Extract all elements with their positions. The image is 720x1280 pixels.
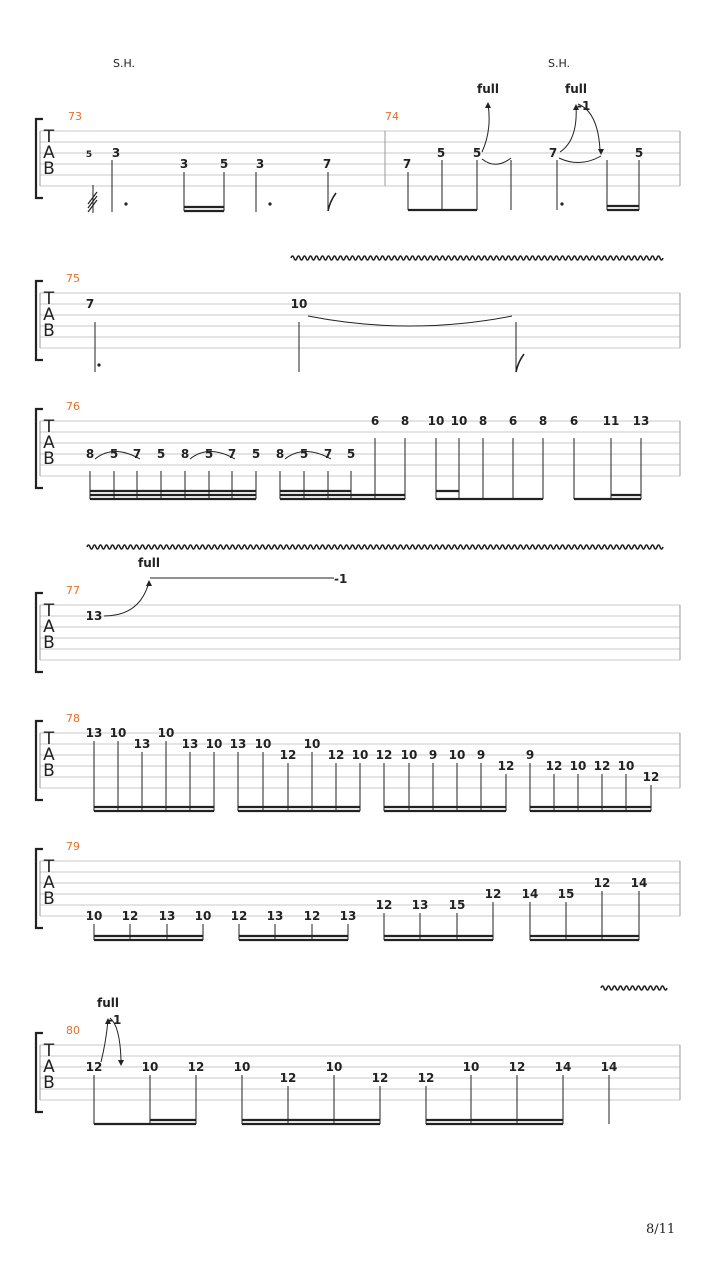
fret-number: 5 [299, 447, 309, 461]
fret-number: 12 [303, 909, 321, 923]
fret-number: 13 [411, 898, 429, 912]
fret-number: 13 [85, 726, 103, 740]
fret-number: 12 [230, 909, 248, 923]
fret-number: 13 [181, 737, 199, 751]
fret-number: 13 [339, 909, 357, 923]
fret-number: 3 [111, 146, 121, 160]
bend-label-full: full [138, 556, 160, 570]
fret-number: 12 [593, 876, 611, 890]
bend-curve [482, 104, 489, 152]
fret-number: 10 [427, 414, 445, 428]
tab-clef-t: T [43, 289, 55, 309]
fret-number: 12 [508, 1060, 526, 1074]
fret-number: 5 [156, 447, 166, 461]
fret-number: 10 [254, 737, 272, 751]
dot [124, 202, 127, 205]
fret-number: 10 [85, 909, 103, 923]
fret-number: 7 [227, 447, 237, 461]
fret-number: 5 [251, 447, 261, 461]
vibrato-line [291, 256, 663, 260]
note-flag [516, 354, 524, 372]
tab-clef-t: T [43, 857, 55, 877]
fret-number: 12 [279, 748, 297, 762]
fret-number: 10 [109, 726, 127, 740]
tab-clef-t: T [43, 417, 55, 437]
fret-number: 13 [133, 737, 151, 751]
fret-number: 10 [194, 909, 212, 923]
measure-number: 76 [66, 400, 80, 413]
tab-clef-t: T [43, 1041, 55, 1061]
note-flag [328, 193, 336, 211]
tab-clef-a: A [43, 1057, 55, 1077]
fret-number: 10 [157, 726, 175, 740]
fret-number: 8 [180, 447, 190, 461]
fret-number: 12 [642, 770, 660, 784]
bend-label-full: full [97, 996, 119, 1010]
fret-number: 13 [266, 909, 284, 923]
fret-number: 6 [370, 414, 380, 428]
fret-number: 10 [400, 748, 418, 762]
fret-number: 7 [322, 157, 332, 171]
fret-number: 5 [472, 146, 482, 160]
fret-number: 14 [600, 1060, 618, 1074]
tie-arc [559, 156, 601, 163]
fret-number: 8 [85, 447, 95, 461]
fret-number: 7 [323, 447, 333, 461]
vibrato-line [87, 545, 663, 549]
fret-number: 5 [634, 146, 644, 160]
page-number: 8/11 [646, 1222, 676, 1237]
fret-number: 12 [85, 1060, 103, 1074]
fret-number: 12 [327, 748, 345, 762]
tab-clef-t: T [43, 127, 55, 147]
bend-arrowhead [118, 1060, 124, 1066]
fret-number: 12 [417, 1071, 435, 1085]
measure-number: 80 [66, 1024, 80, 1037]
bend-arrowhead [598, 149, 604, 155]
fret-number: 12 [371, 1071, 389, 1085]
tab-clef-a: A [43, 617, 55, 637]
palm-label-sh: S.H. [113, 57, 136, 70]
tab-clef-a: A [43, 873, 55, 893]
dot [560, 202, 563, 205]
fret-number: 7 [132, 447, 142, 461]
fret-number: 14 [521, 887, 539, 901]
tab-clef-a: A [43, 745, 55, 765]
vibrato-line [601, 986, 667, 990]
release-label: -1 [334, 572, 348, 586]
fret-number: 13 [158, 909, 176, 923]
fret-number: 13 [632, 414, 650, 428]
measure-number: 75 [66, 272, 80, 285]
tab-clef-b: B [43, 159, 55, 179]
fret-number: 9 [525, 748, 535, 762]
fret-number: 10 [303, 737, 321, 751]
fret-number: 11 [602, 414, 620, 428]
bend-label-full: full [477, 82, 499, 96]
release-label: -1 [108, 1013, 122, 1027]
fret-number: 12 [279, 1071, 297, 1085]
fret-number: 6 [508, 414, 518, 428]
fret-number: 10 [569, 759, 587, 773]
tab-clef-a: A [43, 143, 55, 163]
fret-number: 5 [109, 447, 119, 461]
release-label: -1 [577, 99, 591, 113]
dot [97, 363, 100, 366]
tab-clef-b: B [43, 321, 55, 341]
measure-number: 73 [68, 110, 82, 123]
measure-number: 79 [66, 840, 80, 853]
tab-clef-b: B [43, 449, 55, 469]
bend-curve [560, 106, 576, 152]
fret-number: 10 [290, 297, 308, 311]
bend-arrowhead [485, 102, 491, 108]
fret-number: 13 [85, 609, 103, 623]
fret-number: 10 [617, 759, 635, 773]
fret-number: 9 [476, 748, 486, 762]
measure-number: 78 [66, 712, 80, 725]
fret-number: 7 [85, 297, 95, 311]
dot [268, 202, 271, 205]
fret-number: 10 [141, 1060, 159, 1074]
fret-number: 12 [375, 748, 393, 762]
tab-clef-a: A [43, 305, 55, 325]
tab-clef-t: T [43, 601, 55, 621]
fret-number: 12 [187, 1060, 205, 1074]
tie-arc [308, 316, 512, 326]
tab-clef-b: B [43, 1073, 55, 1093]
fret-number: 10 [205, 737, 223, 751]
bend-curve [104, 582, 149, 616]
fret-number: 3 [179, 157, 189, 171]
fret-number: 5 [204, 447, 214, 461]
fret-number: 15 [448, 898, 466, 912]
fret-number: 12 [484, 887, 502, 901]
fret-number: 14 [554, 1060, 572, 1074]
fret-number: 7 [402, 157, 412, 171]
fret-number: 7 [548, 146, 558, 160]
fret-number: 6 [569, 414, 579, 428]
fret-number: 12 [497, 759, 515, 773]
bend-arrowhead [146, 580, 152, 586]
fret-number: 12 [121, 909, 139, 923]
tab-clef-t: T [43, 729, 55, 749]
fret-number: 3 [255, 157, 265, 171]
fret-number: 8 [275, 447, 285, 461]
fret-number: 5 [346, 447, 356, 461]
fret-number: 8 [478, 414, 488, 428]
fret-number: 5 [85, 150, 93, 160]
fret-number: 13 [229, 737, 247, 751]
tab-clef-b: B [43, 633, 55, 653]
tie-arc [482, 158, 511, 164]
fret-number: 10 [462, 1060, 480, 1074]
fret-number: 10 [351, 748, 369, 762]
tab-clef-b: B [43, 889, 55, 909]
bend-label-full: full [565, 82, 587, 96]
fret-number: 10 [448, 748, 466, 762]
fret-number: 10 [325, 1060, 343, 1074]
fret-number: 5 [219, 157, 229, 171]
fret-number: 8 [400, 414, 410, 428]
fret-number: 8 [538, 414, 548, 428]
tab-clef-a: A [43, 433, 55, 453]
fret-number: 10 [450, 414, 468, 428]
fret-number: 15 [557, 887, 575, 901]
measure-number: 77 [66, 584, 80, 597]
fret-number: 12 [593, 759, 611, 773]
palm-label-sh: S.H. [548, 57, 571, 70]
fret-number: 12 [375, 898, 393, 912]
fret-number: 5 [436, 146, 446, 160]
tab-clef-b: B [43, 761, 55, 781]
fret-number: 14 [630, 876, 648, 890]
fret-number: 10 [233, 1060, 251, 1074]
measure-number: 74 [385, 110, 399, 123]
fret-number: 9 [428, 748, 438, 762]
fret-number: 12 [545, 759, 563, 773]
